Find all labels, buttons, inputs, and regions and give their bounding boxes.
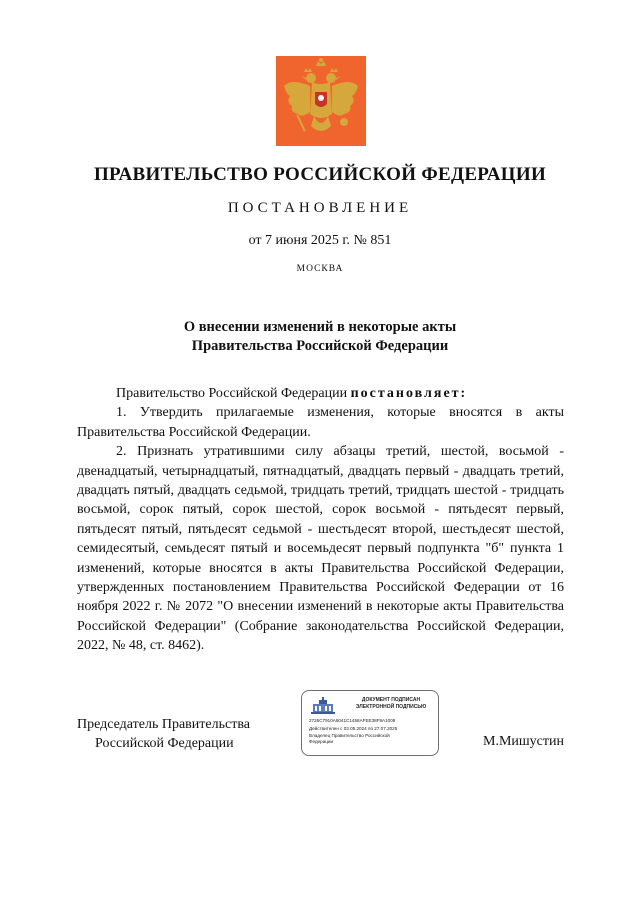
coat-of-arms-icon bbox=[276, 56, 366, 146]
paragraph-2: 2. Признать утратившими силу абзацы третий, шестой, восьмой - двенадцатый, четырнадцатый, пятнадцатый, двадцать первый - двадцать третий, двадцать пятый, двадцать седьмой, тридцать третий, тридцать шестой - тридцать восьмой, сорок пятый, сорок шестой, сорок восьмой - пятьдесят первый, пятьдесят пятый, пятьдесят седьмой - шестьдесят второй, шестьдесят шестой, семидесятый, семьдесят пятый и восемьдесят первый подпункта "б" пункта 1 изменений, которые вносятся в акты Правительства Российской Федерации, утвержденных постановлением Правительства Российской Федерации от 16 ноября 2022 г. № 2072 "О внесении изменений в некоторые акты Правительства Российской Федерации" (Собрание законодательства Российской Федерации, 2022, № 48, ст. 8462). bbox=[77, 444, 564, 654]
paragraph-1: 1. Утвердить прилагаемые изменения, которые вносятся в акты Правительства Российской Федерации. bbox=[77, 405, 564, 440]
document-body bbox=[77, 384, 564, 656]
document-date: от 7 июня 2025 г. № 851 bbox=[248, 233, 392, 248]
document-subject bbox=[0, 318, 640, 356]
document-city: МОСКВА bbox=[296, 264, 344, 274]
preamble-lead: Правительство Российской Федерации bbox=[116, 386, 351, 401]
government-title: ПРАВИТЕЛЬСТВО РОССИЙСКОЙ ФЕДЕРАЦИИ bbox=[93, 164, 547, 185]
signatory-name: М.Мишустин bbox=[483, 734, 564, 749]
stamp-heading-line-2: ЭЛЕКТРОННОЙ ПОДПИСЬЮ bbox=[355, 704, 427, 710]
certificate-serial: 2726C7910A6041C1458AFEE38F8A1009 bbox=[309, 718, 396, 723]
government-building-icon bbox=[310, 697, 336, 715]
stamp-heading bbox=[346, 697, 436, 711]
decree-word: постановляет: bbox=[350, 386, 468, 401]
certificate-owner-line-2: Федерации bbox=[309, 739, 334, 744]
certificate-validity: Действителен с 03.05.2024 по 27.07.2025 bbox=[309, 726, 398, 731]
signatory-position-line-1: Председатель Правительства bbox=[77, 717, 250, 732]
signatory-position bbox=[77, 715, 250, 753]
document-type: ПОСТАНОВЛЕНИЕ bbox=[227, 200, 413, 216]
electronic-signature-stamp bbox=[301, 690, 439, 756]
subject-line-1: О внесении изменений в некоторые акты bbox=[183, 319, 457, 335]
signatory-position-line-2: Российской Федерации bbox=[95, 736, 234, 751]
stamp-heading-line-1: ДОКУМЕНТ ПОДПИСАН bbox=[361, 697, 421, 703]
certificate-owner-line-1: Владелец Правительство Российской bbox=[309, 733, 390, 738]
subject-line-2: Правительства Российской Федерации bbox=[191, 338, 449, 354]
preamble-paragraph bbox=[77, 384, 564, 403]
